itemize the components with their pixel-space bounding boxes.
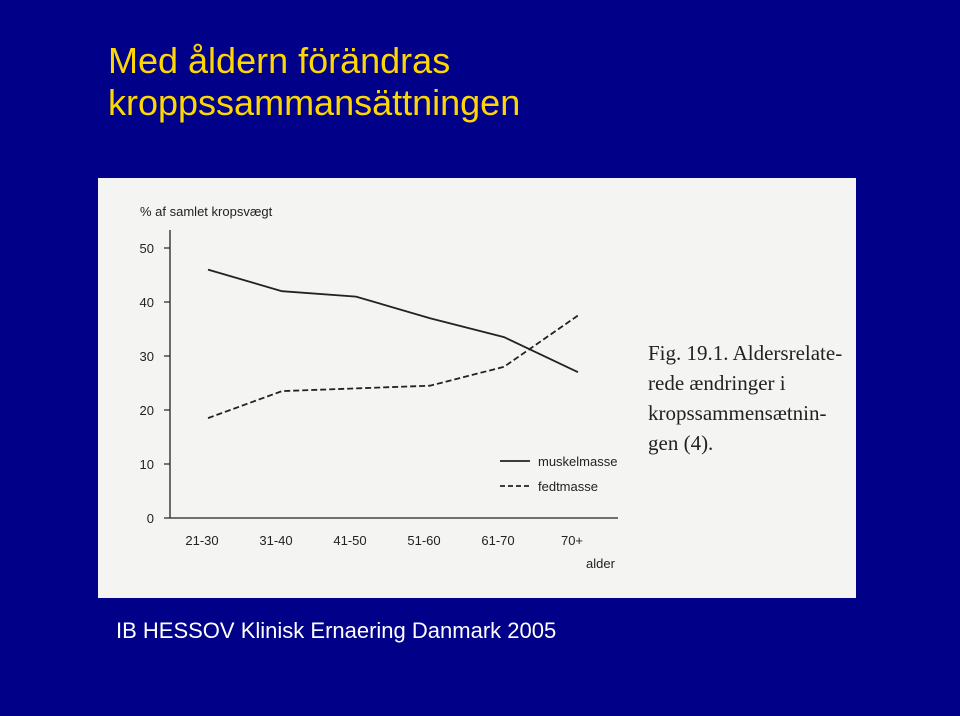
footer-credit: IB HESSOV Klinisk Ernaering Danmark 2005 [116,618,557,643]
series-line-muskelmasse [208,270,578,373]
x-tick-label-1: 31-40 [259,533,293,548]
y-tick-label-30: 30 [139,349,154,364]
caption-line-3: kropssammensætnin- [648,401,827,425]
figure-caption [648,338,848,458]
caption-line-2: rede ændringer i [648,371,786,395]
slide-title-line-1: Med åldern förändras [108,40,451,81]
x-tick-label-3: 51-60 [407,533,441,548]
y-tick-label-0: 0 [146,511,154,526]
x-tick-label-2: 41-50 [333,533,367,548]
y-tick-label-50: 50 [139,241,154,256]
x-tick-label-0: 21-30 [185,533,219,548]
y-axis-label: % af samlet kropsvægt [140,204,273,219]
caption-line-1: Fig. 19.1. Aldersrelate- [648,341,843,365]
x-tick-label-4: 61-70 [481,533,515,548]
figure-panel [98,178,856,598]
series-line-fedtmasse [208,316,578,419]
x-axis-label: alder [586,556,615,571]
x-tick-label-5: 70+ [560,533,584,548]
caption-line-4: gen (4). [648,431,714,455]
y-tick-label-10: 10 [139,457,154,472]
slide-title-line-2: kroppssammansättningen [108,82,521,123]
legend [500,454,617,494]
y-tick-label-40: 40 [139,295,154,310]
slide-title [108,40,520,124]
y-tick-label-20: 20 [139,403,154,418]
legend-label-muskelmasse: muskelmasse [538,454,618,469]
legend-label-fedtmasse: fedtmasse [538,479,598,494]
